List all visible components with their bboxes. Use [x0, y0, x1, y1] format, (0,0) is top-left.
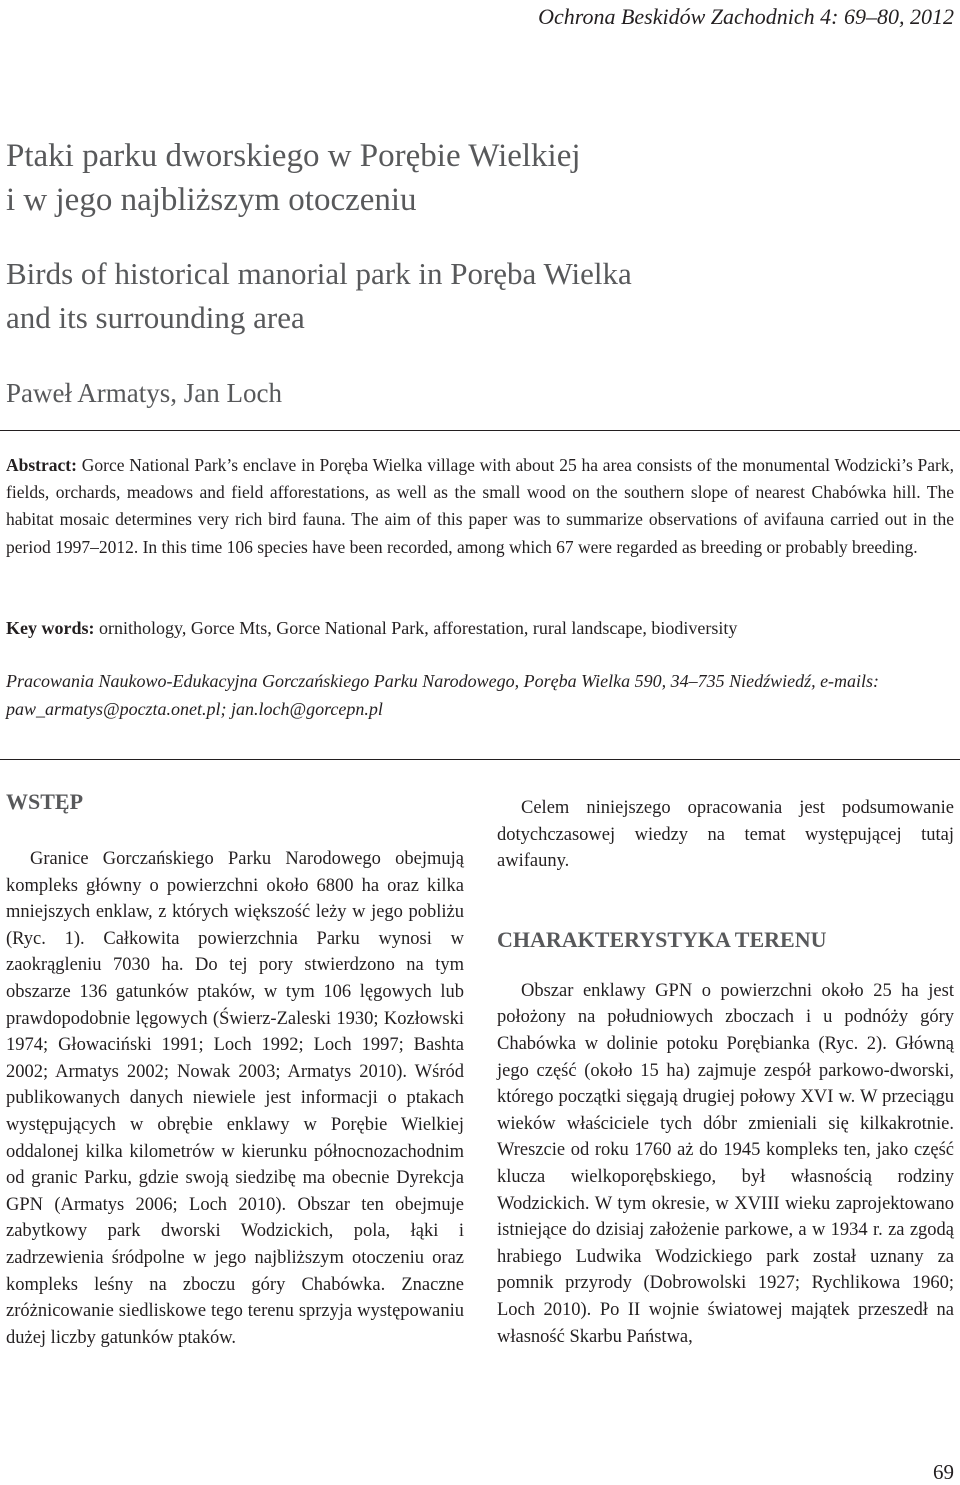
abstract [6, 452, 954, 561]
abstract-label: Abstract: [6, 455, 77, 475]
abstract-text: Gorce National Park’s enclave in Poręba Wielka village with about 25 ha area consists of the monumental Wodzicki’s Park, fields, orchards, meadows and field afforestations, as well as the small wood on the southern slope of nearest Chabówka hill. The habitat mosaic determines very rich bird fauna. The aim of this paper was to summarize observations of avifauna carried out in the period 1997–2012. In this time 106 species have been recorded, among which 67 were regarded as breeding or probably breeding. [6, 455, 954, 557]
article-title-english [6, 252, 632, 340]
article-title [6, 134, 581, 222]
aim-paragraph: Celem niniejszego opracowania jest podsumowanie dotychczasowej wiedzy na temat występującej tutaj awifauny. [497, 798, 954, 872]
page-number: 69 [933, 1460, 954, 1484]
left-column [6, 787, 464, 1351]
keywords-label: Key words: [6, 618, 95, 638]
authors: Paweł Armatys, Jan Loch [6, 378, 282, 408]
keywords [6, 615, 954, 642]
section-heading-intro: WSTĘP [6, 789, 84, 814]
title-en-line-2: and its surrounding area [6, 300, 305, 335]
divider-bottom [0, 759, 960, 760]
right-column [497, 795, 954, 1350]
title-en-line-1: Birds of historical manorial park in Poręba Wielka [6, 256, 632, 291]
title-line-2: i w jego najbliższym otoczeniu [6, 182, 417, 218]
section-heading-area: CHARAKTERYSTYKA TERENU [497, 926, 827, 952]
divider-top [0, 430, 960, 431]
title-line-1: Ptaki parku dworskiego w Porębie Wielkiej [6, 138, 581, 174]
intro-paragraph: Granice Gorczańskiego Parku Narodowego obejmują kompleks główny o powierzchni około 6800 ha oraz kilka mniejszych enklaw, z których większość leży w jego pobliżu (Ryc. 1). Całkowita powierzchnia Parku wynosi w zaokrągleniu 7030 ha. Do tej pory stwierdzono na tym obszarze 136 gatunków ptaków, w tym 106 lęgowych lub prawdopodobnie lęgowych (Świerz-Zaleski 1930; Kozłowski 1974; Głowaciński 1991; Loch 1992; Loch 1997; Bashta 2002; Armatys 2002; Nowak 2003; Armatys 2010). Wśród publikowanych danych niewiele jest informacji o ptakach występujących w obrębie enklawy w Porębie Wielkiej oddalonej kilka kilometrów w kierunku północnozachodnim od granic Parku, gdzie swoją siedzibę ma obecnie Dyrekcja GPN (Armatys 2006; Loch 2010). Obszar ten obejmuje zabytkowy park dworski Wodzickich, pola, łąki i zadrzewienia śródpolne w jego najbliższym otoczeniu oraz kompleks leśny na zboczu góry Chabówka. Znaczne zróżnicowanie siedliskowe tego terenu sprzyja występowaniu dużej liczby gatunków ptaków. [6, 849, 464, 1348]
area-paragraph: Obszar enklawy GPN o powierzchni około 25 ha jest położony na południowych zboczach i u podnóży góry Chabówka w dolinie potoku Porębianka (Ryc. 2). Główną jego część (około 15 ha) zajmuje zespół parkowo-dworski, którego początki sięgają drugiej połowy XVI w. W przeciągu wieków właściciele tych dóbr zmieniali się kilkakrotnie. Wreszcie od roku 1760 aż do 1945 kompleks ten, jako część klucza wielkoporębskiego, był własnością rodziny Wodzickich. W tym okresie, w XVIII wieku zaprojektowano istniejące do dzisiaj założenie parkowe, a w 1934 r. za zgodą hrabiego Ludwika Wodzickiego park został uznany za pomnik przyrody (Dobrowolski 1927; Rychlikowa 1960; Loch 2010). Po II wojnie światowej majątek przeszedł na własność Skarbu Państwa, [497, 980, 954, 1347]
keywords-text: ornithology, Gorce Mts, Gorce National Park, afforestation, rural landscape, biodiversity [99, 618, 738, 638]
affiliation-emails: paw_armatys@poczta.onet.pl; jan.loch@gorcepn.pl [6, 699, 383, 719]
journal-citation: Ochrona Beskidów Zachodnich 4: 69–80, 2012 [538, 4, 954, 29]
affiliation-line-1: Pracowania Naukowo-Edukacyjna Gorczańskiego Parku Narodowego, Poręba Wielka 590, 34–735 Niedźwiedź, e-mails: [6, 671, 880, 691]
affiliation [6, 667, 954, 723]
